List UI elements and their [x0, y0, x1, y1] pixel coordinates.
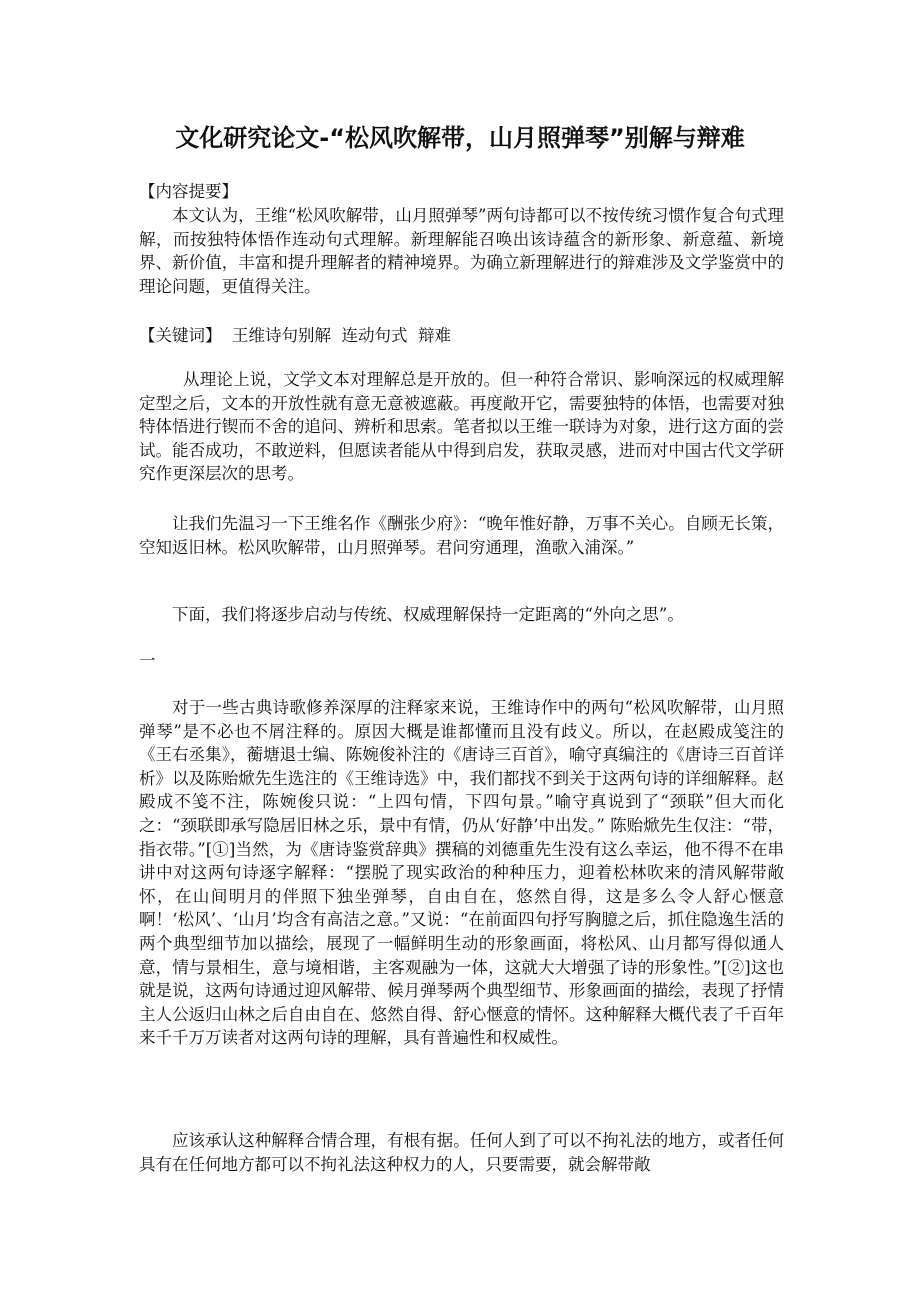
paragraph-transition: 下面，我们将逐步启动与传统、权威理解保持一定距离的“外向之思”。 [172, 605, 684, 624]
keywords-terms: 王维诗句别解 连动句式 辩难 [232, 326, 451, 345]
paragraph-reasonable: 应该承认这种解释合情合理，有根有据。任何人到了可以不拘礼法的地方，或者任何具有在任何地方都可以不拘礼法这种权力的人，只要需要，就会解带敞 [139, 1131, 784, 1174]
paragraph-annotations: 对于一些古典诗歌修养深厚的注释家来说，王维诗作中的两句“松风吹解带，山月照弹琴”是不必也不屑注释的。原因大概是谁都懂而且没有歧义。所以，在赵殿成笺注的《王右丞集》，蘅塘退士编、陈婉俊补注的《唐诗三百首》，喻守真编注的《唐诗三百首详析》以及陈贻焮先生选注的《王维诗选》中，我们都找不到关于这两句诗的详细解释。赵殿成不笺不注，陈婉俊只说：“上四句情，下四句景。”喻守真说到了“颈联”但大而化之：“颈联即承写隐居旧林之乐，景中有情，仍从‘好静’中出发。” 陈贻焮先生仅注：“带，指衣带。”[①]当然，为《唐诗鉴赏辞典》撰稿的刘德重先生没有这么幸运，他不得不在串讲中对这两句诗逐字解释：“摆脱了现实政治的种种压力，迎着松林吹来的清风解带敞怀，在山间明月的伴照下独坐弹琴，自由自在，悠然自得，这是多么令人舒心惬意啊！‘松风’、‘山月’均含有高洁之意。”又说：“在前面四句抒写胸臆之后，抓住隐逸生活的两个典型细节加以描绘，展现了一幅鲜明生动的形象画面，将松风、山月都写得似通人意，情与景相生，意与境相谐，主客观融为一体，这就大大增强了诗的形象性。”[②]这也就是说，这两句诗通过迎风解带、候月弹琴两个典型细节、形象画面的描绘，表现了抒情主人公返归山林之后自由自在、悠然自得、舒心惬意的情怀。这种解释大概代表了千百年来千千万万读者对这两句诗的理解，具有普遍性和权威性。 [139, 698, 784, 1048]
paragraph-poem: 让我们先温习一下王维名作《酬张少府》：“晚年惟好静，万事不关心。自顾无长策，空知返旧林。松风吹解带，山月照弹琴。君问穷通理，渔歌入浦深。” [139, 514, 784, 557]
keywords-label: 【关键词】 [139, 326, 222, 345]
section-heading-one: 一 [139, 651, 156, 670]
keywords-line [139, 324, 784, 348]
paragraph-intro: 从理论上说，文学文本对理解总是开放的。但一种符合常识、影响深远的权威理解定型之后，文本的开放性就有意无意被遮蔽。再度敞开它，需要独特的体悟，也需要对独特体悟进行锲而不舍的追问、辨析和思索。笔者拟以王维一联诗为对象，进行这方面的尝试。能否成功，不敢逆料，但愿读者能从中得到启发，获取灵感，进而对中国古代文学研究作更深层次的思考。 [139, 370, 784, 484]
document-title: 文化研究论文-“松风吹解带，山月照弹琴”别解与辩难 [175, 124, 745, 152]
abstract-heading: 【内容提要】 [139, 182, 238, 201]
abstract-body: 本文认为，王维“松风吹解带，山月照弹琴”两句诗都可以不按传统习惯作复合句式理解，而按独特体悟作连动句式理解。新理解能召唤出该诗蕴含的新形象、新意蕴、新境界、新价值，丰富和提升理解者的精神境界。为确立新理解进行的辩难涉及文学鉴赏中的理论问题，更值得关注。 [139, 206, 784, 296]
